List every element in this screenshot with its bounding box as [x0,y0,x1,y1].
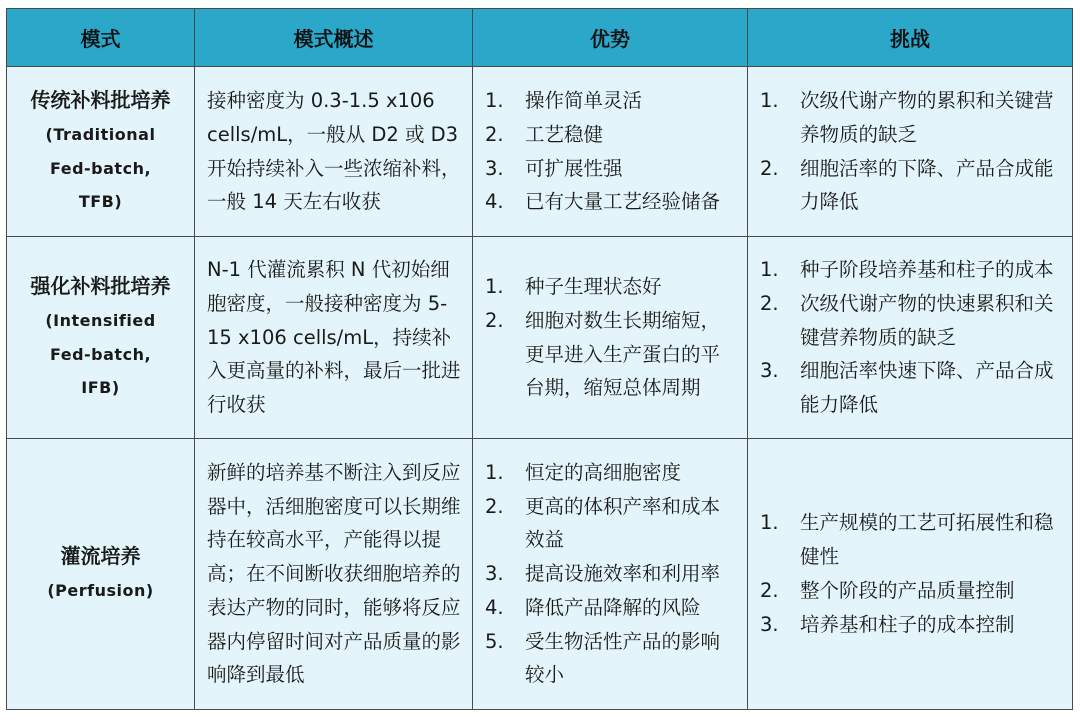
list-item: 2. 细胞活率的下降、产品合成能力降低 [760,156,1054,214]
advantages-cell [473,67,748,237]
advantages-list [485,456,739,693]
header-overview: 模式概述 [195,9,473,67]
comparison-table-wrapper [6,8,1072,710]
list-item: 4. 已有大量工艺经验储备 [485,190,721,214]
mode-english-name: (Intensified Fed-batch, IFB) [45,310,156,398]
list-item: 1. 操作简单灵活 [485,88,643,112]
challenges-list [760,506,1064,641]
list-item: 3. 可扩展性强 [485,156,623,180]
list-item: 1. 次级代谢产物的累积和关键营养物质的缺乏 [760,88,1054,146]
list-item: 2. 次级代谢产物的快速累积和关键营养物质的缺乏 [760,291,1054,349]
list-item: 3. 细胞活率快速下降、产品合成能力降低 [760,359,1054,417]
challenges-list [760,253,1064,422]
list-item: 3. 提高设施效率和利用率 [485,562,721,586]
overview-cell: 接种密度为 0.3-1.5 x106 cells/mL，一般从 D2 或 D3 开始持续补入一些浓缩补料，一般 14 天左右收获 [195,67,473,237]
list-item: 1. 种子生理状态好 [485,274,662,298]
mode-english-name: (Traditional Fed-batch, TFB) [45,124,156,212]
list-item: 2. 更高的体积产率和成本效益 [485,494,721,552]
advantages-cell [473,439,748,710]
list-item: 2. 整个阶段的产品质量控制 [760,579,1015,602]
mode-english-name: (Perfusion) [47,581,154,600]
challenges-cell [748,67,1073,237]
mode-cell [7,67,195,237]
list-item: 1. 恒定的高细胞密度 [485,460,682,484]
advantages-cell [473,237,748,439]
mode-cell [7,439,195,710]
advantages-list [485,84,739,219]
list-item: 3. 培养基和柱子的成本控制 [760,612,1015,636]
mode-name: 传统补料批培养 [30,87,171,112]
mode-name: 强化补料批培养 [30,273,171,298]
list-item: 1. 生产规模的工艺可拓展性和稳健性 [760,511,1054,569]
list-item: 1. 种子阶段培养基和柱子的成本 [760,258,1054,281]
list-item: 5. 受生物活性产品的影响较小 [485,629,721,687]
table-row [7,67,1073,237]
table-row [7,439,1073,710]
mode-cell [7,237,195,439]
header-advantages: 优势 [473,9,748,67]
list-item: 4. 降低产品降解的风险 [485,595,701,619]
culture-mode-comparison-table [6,8,1073,710]
table-row [7,237,1073,439]
challenges-list [760,84,1064,219]
mode-name: 灌流培养 [60,544,141,569]
header-row [7,9,1073,67]
header-mode: 模式 [7,9,195,67]
overview-cell: N-1 代灌流累积 N 代初始细胞密度，一般接种密度为 5-15 x106 cells/mL，持续补入更高量的补料，最后一批进行收获 [195,237,473,439]
list-item: 2. 细胞对数生长期缩短，更早进入生产蛋白的平台期，缩短总体周期 [485,308,721,400]
overview-cell: 新鲜的培养基不断注入到反应器中，活细胞密度可以长期维持在较高水平，产能得以提高；在不间断收获细胞培养的表达产物的同时，能够将反应器内停留时间对产品质量的影响降到最低 [195,439,473,710]
challenges-cell [748,439,1073,710]
advantages-list [485,270,739,405]
challenges-cell [748,237,1073,439]
header-challenges: 挑战 [748,9,1073,67]
list-item: 2. 工艺稳健 [485,122,604,146]
